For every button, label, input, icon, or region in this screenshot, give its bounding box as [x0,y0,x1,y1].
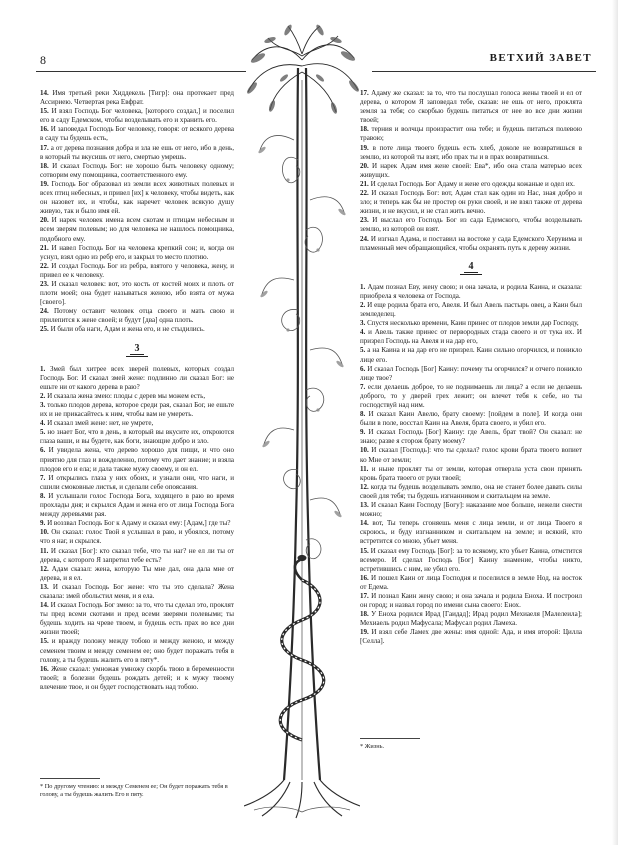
verse [360,547,582,574]
verse-text: вот, Ты теперь сгоняешь меня с лица земли, и от лица Твоего я скроюсь, и буду изгнанником и скитальцем на земле; и всякий, кто встретится со мною, убьет меня. [360,519,582,546]
verse-number: 24. [40,307,49,316]
verse [40,665,234,692]
footnote-text: * Жизнь. [360,743,385,750]
verse-number: 16. [40,125,49,134]
verse [360,189,582,216]
verse [40,637,234,664]
verse-number: 23. [40,279,49,288]
verse [360,125,582,143]
verse-text: И сказал Каин Авелю, брату своему: [пойдем в поле]. И когда они были в поле, восстал Каин на Авеля, брата своего, и убил его. [360,410,582,428]
verse-number: 8. [360,410,366,419]
verse [360,180,582,189]
verse [360,428,582,446]
verse [360,216,582,234]
verse-text: И создал Господь Бог из ребра, взятого у человека, жену, и привел ее к человеку. [40,261,235,279]
verse-text: И сказал Господь Бог жене: что ты это сделала? Жена сказала: змей обольстил меня, и я ела. [40,582,234,600]
verse-text: И сказал Каин Господу [Богу]: наказание мое больше, нежели снести можно; [360,501,582,519]
verses-genesis-3 [40,365,234,692]
verse-text: И познал Каин жену свою; и она зачала и родила Еноха. И построил он город; и назвал город по имени сына своего: Енох. [360,591,582,610]
verse-number: 7. [40,473,46,482]
verse-text: Адаму же сказал: за то, что ты послушал голоса жены твоей и ел от дерева, о котором Я заповедал тебе, сказав: не ешь от него, проклята земля за тебя; со скорбью будешь питаться от нее во все дни жизни твоей; [360,89,582,125]
verse-text: а от дерева познания добра и зла не ешь от него, ибо в день, в который ты вкусишь от него, смертью умрешь. [40,143,234,161]
verse [360,592,582,610]
verse-number: 23. [360,216,369,225]
verse-text: И открылись глаза у них обоих, и узнали они, что наги, и сшили смоковные листья, и сделали себе опоясания. [40,473,234,491]
verse-number: 10. [40,528,49,537]
verse-text: Змей был хитрее всех зверей полевых, которых создал Господь Бог. И сказал змей жене: подлинно ли сказал Бог: не ешьте ни от какого дерева в раю? [40,364,234,391]
verse [40,583,234,601]
footnote-left [40,778,234,799]
verse-number: 14. [40,89,49,97]
verse-text: Потому оставит человек отца своего и мать свою и прилепится к жене своей; и будут [два] одна плоть. [40,307,235,325]
header-rule-right [372,71,596,72]
verse-number: 9. [40,519,46,528]
verse-text: в поте лица твоего будешь есть хлеб, доколе не возвратишься в землю, из которой ты взят, ибо прах ты и в прах возвратишься. [360,143,582,161]
verse-number: 4. [40,419,46,428]
verse-number: 22. [360,189,369,198]
verse-number: 8. [40,491,46,500]
chapter-number: 3 [130,344,144,355]
verse [360,483,582,501]
verse-text: И сказал человек: вот, это кость от костей моих и плоть от плоти моей; она будет называться женою, ибо взята от мужа [своего]. [40,279,235,307]
verse-text: Он сказал: голос Твой я услышал в раю, и убоялся, потому что я наг, и скрылся. [40,528,235,546]
verse-number: 19. [360,628,369,637]
verse [40,428,234,446]
verse-number: 19. [360,143,369,152]
verse [40,280,234,307]
verse [360,446,582,464]
verse [360,574,582,592]
tree-of-life-with-serpent-icon [244,20,360,820]
verse-number: 6. [40,446,46,455]
verses-genesis-4 [360,283,582,647]
verse-number: 10. [360,446,369,455]
verse-text: Имя третьей реки Хиддекель [Тигр]: она протекает пред Ассириею. Четвертая река Евфрат. [40,89,234,107]
verse-text: И нарек человек имена всем скотам и птицам небесным и всем зверям полевым; но для человека не нашлось помощника, подобного ему. [40,216,235,243]
chapter-heading-4 [360,262,582,275]
verse [40,492,234,519]
verse-text: и Авель также принес от первородных стада своего и от тука их. И призрел Господь на Авеля и на дар его, [360,328,582,346]
verse-text: Адам познал Еву, жену свою; и она зачала, и родила Каина, и сказала: приобрела я человека от Господа. [360,282,582,300]
tree-leaves [246,24,360,115]
verse [40,107,234,125]
verse-text: И сказал Господь Бог: вот, Адам стал как один из Нас, зная добро и зло; и теперь как бы не простер он руки своей, и не взял также от дерева жизни, и не вкусил, и не стал жить вечно. [360,189,583,216]
verse-number: 15. [360,546,369,555]
verse-number: 18. [360,610,369,619]
verse-number: 18. [40,161,49,170]
verse [40,601,234,637]
verse [360,501,582,519]
verse-text: И воззвал Господь Бог к Адаму и сказал ему: [Адам,] где ты? [47,519,231,528]
verse [40,244,234,262]
verse [360,144,582,162]
footnote-rule [360,738,420,739]
verse-text: а на Каина и на дар его не призрел. Каин сильно огорчился, и поникло лице его. [360,346,582,364]
verse-number: 9. [360,428,366,437]
verse-text: Господь Бог образовал из земли всех животных полевых и всех птиц небесных, и привел [их] к человеку, чтобы видеть, как он назовет их, и чтобы, как наречет человек всякую душу живую, так и было имя ей. [40,179,235,216]
verse [40,144,234,162]
verse-text: когда ты будешь возделывать землю, она не станет более давать силы своей для тебя; ты будешь изгнанником и скитальцем на земле. [360,482,582,500]
verse-text: Жене сказал: умножая умножу скорбь твою в беременности твоей; в болезни будешь рождать детей; и к мужу твоему влечение твое, и он будет господствовать над тобою. [40,664,235,691]
verse [40,419,234,428]
verse-text: И взял Господь Бог человека, [которого создал,] и поселил его в саду Едемском, чтобы возделывать его и хранить его. [40,107,235,125]
verse-text: И еще родила брата его, Авеля. И был Авель пастырь овец, а Каин был земледелец. [360,300,582,319]
verse-text: И сказал Господь [Бог] Каину: где Авель, брат твой? Он сказал: не знаю; разве я сторож брату моему? [360,428,583,446]
verse [360,346,582,364]
verse-number: 16. [360,573,369,582]
verse-number: 17. [40,143,49,152]
verse-text: только плодов дерева, которое среди рая, сказал Бог, не ешьте их и не прикасайтесь к ним, чтобы вам не умереть. [40,401,234,419]
verse [40,365,234,392]
verse [40,547,234,565]
verse-number: 17. [360,591,369,600]
page-edge-shadow [612,0,618,845]
verse-text: Спустя несколько времени, Каин принес от плодов земли дар Господу, [367,319,579,328]
verse [40,474,234,492]
verse-number: 25. [40,325,49,334]
verse [40,262,234,280]
verse-number: 21. [40,243,49,252]
verse-number: 18. [360,125,369,134]
verse-number: 6. [360,364,366,373]
verse-number: 21. [360,179,369,188]
tree-roots [244,780,360,818]
verses-genesis-2 [40,89,234,335]
verse [360,328,582,346]
verse [40,392,234,401]
left-text-column [40,89,234,692]
verses-genesis-3-continued [360,89,582,253]
verse [40,528,234,546]
verse-text: У Еноха родился Ирад [Гаидад]; Ирад родил Мехиаеля [Малелеила]; Мехиаель родил Мафусала; Мафусал родил Ламеха. [360,610,583,628]
verse-text: если делаешь доброе, то не поднимаешь ли лица? а если не делаешь доброго, то у дверей грех лежит; он влечет тебя к себе, но ты господствуй над ним. [360,382,582,409]
verse-number: 5. [40,428,46,437]
verse [40,307,234,325]
tree-trunk [284,68,320,780]
verse-number: 11. [40,546,49,555]
verse-number: 13. [40,582,49,591]
verse-number: 16. [40,664,49,673]
verse [40,401,234,419]
verse-text: И увидела жена, что дерево хорошо для пищи, и что оно приятно для глаз и вожделенно, потому что дает знание; и взяла плодов его и ела; и дала также мужу своему, и он ел. [40,446,234,473]
chapter-heading-3 [40,344,234,357]
verse-text: терния и волчцы произрастит она тебе; и будешь питаться полевою травою; [360,125,582,143]
verse [360,235,582,253]
verse-number: 17. [360,89,369,97]
footnote-rule [40,778,100,779]
verse-text: И сказал Господь Бог: не хорошо быть человеку одному; сотворим ему помощника, соответственного ему. [40,161,235,179]
verse [360,319,582,328]
verse-text: И выслал его Господь Бог из сада Едемского, чтобы возделывать землю, из которой он взят. [360,216,582,234]
verse-text: и ныне проклят ты от земли, которая отверзла уста свои принять кровь брата твоего от руки твоей; [360,464,582,482]
verse-text: И услышали голос Господа Бога, ходящего в раю во время прохлады дня; и скрылся Адам и жена его от лица Господа Бога между деревьями рая. [40,491,235,519]
verse-number: 5. [360,346,366,355]
verse-number: 15. [40,637,49,646]
verse-text: И сказала жена змею: плоды с дерев мы можем есть, [47,391,206,400]
verse-text: И взял себе Ламех две жены: имя одной: Ада, и имя второй: Цилла [Селла]. [360,628,582,646]
verse-number: 20. [40,216,49,225]
header-rule-left [36,71,246,72]
verse-text: И сказал Господь [Бог] Каину: почему ты огорчился? и отчего поникло лице твое? [360,364,582,382]
verse-number: 1. [360,282,366,291]
verse [360,610,582,628]
verse-number: 7. [360,382,366,391]
verse [360,519,582,546]
verse-number: 11. [360,464,369,473]
verse-number: 12. [40,564,49,573]
verse-number: 12. [360,482,369,491]
verse-number: 22. [40,261,49,270]
tree-crown [248,26,358,112]
verse-number: 24. [360,234,369,243]
verse-number: 1. [40,364,46,373]
verse-text: И сказал [Господь]: что ты сделал? голос крови брата твоего вопиет ко Мне от земли; [360,446,582,464]
verse-number: 2. [360,300,366,309]
verse-text: И сделал Господь Бог Адаму и жене его одежды кожаные и одел их. [370,179,575,188]
verse [360,283,582,301]
verse [40,125,234,143]
verse [40,180,234,216]
verse [40,89,234,107]
verse [40,565,234,583]
verse-text: И изгнал Адама, и поставил на востоке у сада Едемского Херувима и пламенный меч обращающийся, чтобы охранять путь к дереву жизни. [360,234,582,252]
verse-number: 20. [360,161,369,170]
verse-text: И были оба наги, Адам и жена его, и не стыдились. [50,325,205,334]
verse-text: И сказал ему Господь [Бог]: за то всякому, кто убьет Каина, отмстится всемеро. И сделал Господь [Бог] Каину знамение, чтобы никто, встретившись с ним, не убил его. [360,546,583,573]
verse-number: 3. [360,319,366,328]
verse-number: 14. [360,519,369,528]
verse [360,410,582,428]
verse [360,628,582,646]
verse-number: 2. [40,391,46,400]
verse-number: 15. [40,107,49,116]
footnote-text: * По другому чтению: и между Семенем ее; Он будет поражать тебя в голову, а ты будешь жалить Его в пяту. [40,783,228,799]
verse-number: 4. [360,328,366,337]
verse [40,446,234,473]
verse [40,325,234,334]
verse [40,519,234,528]
running-title: ВЕТХИЙ ЗАВЕТ [489,52,592,64]
verse-number: 13. [360,501,369,510]
verse [40,216,234,243]
verse [40,162,234,180]
page-number: 8 [40,53,46,67]
verse-number: 14. [40,601,49,610]
verse-text: И сказал змей жене: нет, не умрете, [47,419,154,428]
footnote-right [360,738,480,751]
verse [360,465,582,483]
verse [360,162,582,180]
verse [360,365,582,383]
verse-text: И пошел Каин от лица Господня и поселился в земле Нод, на восток от Едема. [360,573,582,591]
verse-text: И нарек Адам имя жене своей: Ева*, ибо она стала матерью всех живущих. [360,161,583,179]
verse-text: Адам сказал: жена, которую Ты мне дал, она дала мне от дерева, и я ел. [40,564,234,582]
right-text-column [360,89,582,647]
chapter-number: 4 [464,262,478,273]
verse-number: 3. [40,401,46,409]
verse [360,301,582,319]
verse [360,383,582,410]
verse-text: но знает Бог, что в день, в который вы вкусите их, откроются глаза ваши, и вы будете, как боги, знающие добро и зло. [40,428,235,446]
verse-text: И сказал Господь Бог змею: за то, что ты сделал это, проклят ты пред всеми скотами и пред всеми зверями полевыми; ты будешь ходить на чреве твоем, и будешь есть прах во все дни жизни твоей; [40,601,234,637]
verse-text: И сказал [Бог]: кто сказал тебе, что ты наг? не ел ли ты от дерева, с которого Я запретил тебе есть? [40,546,234,564]
verse-text: И заповедал Господь Бог человеку, говоря: от всякого дерева в саду ты будешь есть, [40,125,234,143]
verse-number: 19. [40,179,49,188]
verse-text: и вражду положу между тобою и между женою, и между семенем твоим и между семенем ее; оно будет поражать тебя в голову, а ты будешь жалить его в пяту*. [40,637,234,664]
verse [360,89,582,125]
verse-text: И навел Господь Бог на человека крепкий сон; и, когда он уснул, взял одно из ребр его, и закрыл то место плотию. [40,243,235,261]
